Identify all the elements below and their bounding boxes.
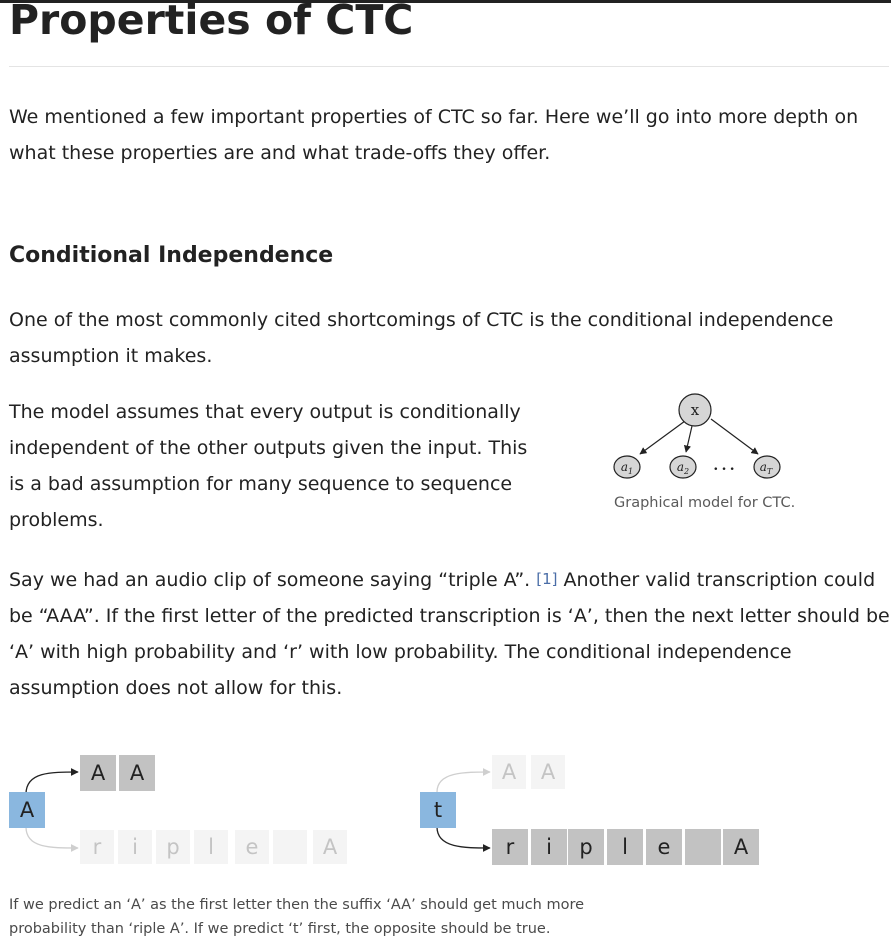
left-bottom-token-4: l	[194, 830, 228, 864]
left-top-token-1: A	[80, 755, 116, 791]
left-start-token: A	[9, 792, 45, 828]
right-bottom-token-7: A	[723, 829, 759, 865]
left-bottom-token-1: r	[80, 830, 114, 864]
right-bottom-token-1: r	[492, 829, 528, 865]
node-aT-label: $a_T$	[759, 460, 773, 476]
right-bottom-token-3: p	[568, 829, 604, 865]
right-bottom-token-2: i	[531, 829, 567, 865]
citation-link[interactable]: [1]	[536, 570, 558, 588]
heading-divider	[9, 66, 889, 67]
node-a2-label: $a_2$	[676, 460, 690, 476]
node-a1-label: $a_1$	[620, 460, 634, 476]
edge-x-aT	[711, 419, 758, 454]
section-paragraph-1: One of the most commonly cited shortcomings of CTC is the conditional independence assumption it makes.	[9, 309, 834, 367]
page-title: Properties of CTC	[9, 0, 414, 44]
left-bottom-token-5: e	[235, 830, 269, 864]
graphical-model	[606, 388, 806, 488]
right-arrow-to-AA	[437, 772, 490, 792]
right-top-token-2: A	[531, 755, 565, 789]
right-start-token: t	[420, 792, 456, 828]
paragraph-3-text-end: Another valid transcription could be “AAA”. If the first letter of the predicted transcription is ‘A’, then the next letter should be ‘A’ with high probability and ‘r’ with low probability. The conditional independence assumption does not allow for this.	[9, 569, 890, 699]
dependency-figure-caption: If we predict an ‘A’ as the first letter then the suffix ‘AA’ should get much more probability than ‘riple A’. If we predict ‘t’ first, the opposite should be true.	[9, 897, 585, 937]
section-paragraph-2: The model assumes that every output is conditionally independent of the other outputs given the input. This is a bad assumption for many sequence to sequence problems.	[9, 401, 528, 531]
left-arrow-to-AA	[26, 772, 78, 794]
paragraph-3-text-start: Say we had an audio clip of someone saying “triple A”.	[9, 569, 537, 591]
left-bottom-token-7: A	[313, 830, 347, 864]
leaf-ellipsis: • • •	[713, 465, 735, 475]
right-bottom-token-4: l	[607, 829, 643, 865]
left-top-token-2: A	[119, 755, 155, 791]
intro-paragraph: We mentioned a few important properties of CTC so far. Here we’ll go into more depth on what these properties are and what trade-offs they offer.	[9, 106, 859, 164]
left-bottom-token-6	[273, 830, 307, 864]
graphical-model-caption: Graphical model for CTC.	[614, 495, 796, 511]
left-bottom-token-3: p	[156, 830, 190, 864]
right-bottom-token-6	[685, 829, 721, 865]
section-title: Conditional Independence	[9, 243, 334, 268]
node-x-label: x	[690, 401, 700, 419]
right-bottom-token-5: e	[646, 829, 682, 865]
right-top-token-1: A	[492, 755, 526, 789]
section-paragraph-3	[9, 561, 891, 706]
left-bottom-token-2: i	[118, 830, 152, 864]
right-arrow-to-riple	[437, 827, 490, 848]
edge-x-a2	[686, 426, 692, 452]
left-arrow-to-riple	[26, 827, 78, 848]
edge-x-a1	[640, 421, 685, 454]
